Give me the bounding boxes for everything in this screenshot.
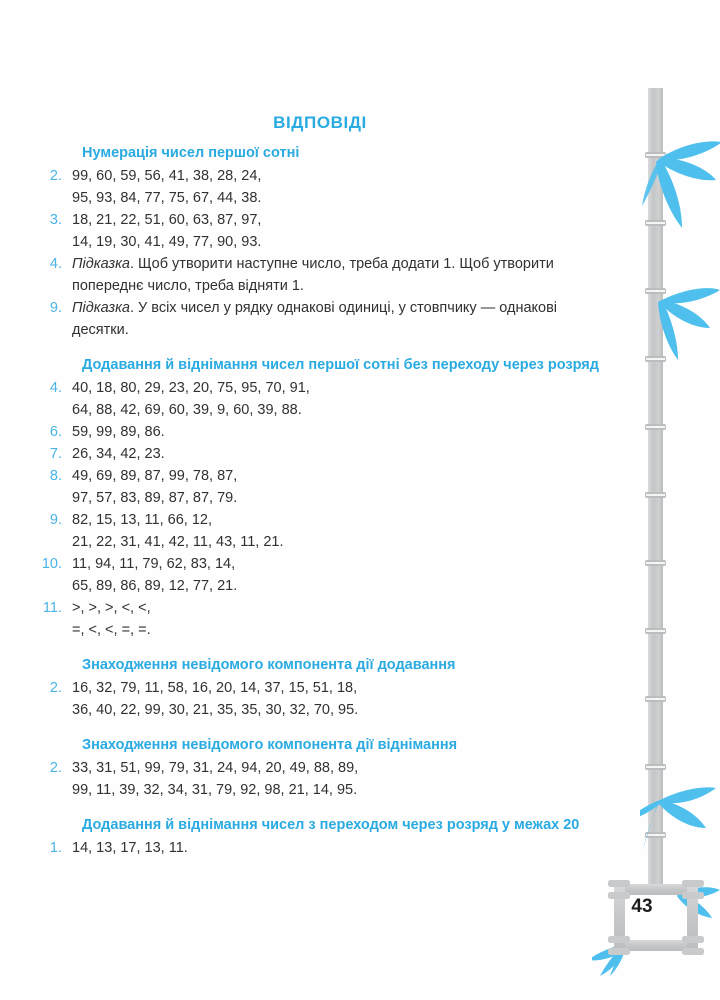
answer-row [0,597,620,641]
section-heading: Додавання й віднімання чисел з переходом через розряд у межах 20 [82,817,580,833]
answer-text [72,677,610,721]
answer-number: 9. [49,512,62,528]
answer-row [0,677,620,721]
answer-line: 21, 22, 31, 41, 42, 11, 43, 11, 21. [72,534,284,550]
bamboo-leaf-cluster-lower [640,787,716,852]
answer-text [72,165,610,209]
page-number: 43 [631,896,653,917]
answer-row [0,509,620,553]
answer-row [0,757,620,801]
answer-number: 6. [49,424,62,440]
answers-section [0,655,620,721]
answer-line: >, >, >, <, <, [72,600,151,616]
answers-section [0,143,620,341]
bamboo-stalk-decoration [640,88,720,888]
answer-number: 3. [49,212,62,228]
answer-text [72,553,610,597]
answers-content [0,143,620,859]
answer-row [0,443,620,465]
answer-line: 16, 32, 79, 11, 58, 16, 20, 14, 37, 15, 51, 18, [72,680,358,696]
answer-row [0,253,620,297]
section-heading: Знаходження невідомого компонента дії додавання [82,657,456,673]
answer-number: 11. [42,600,62,616]
answer-text [72,757,610,801]
answers-section [0,735,620,801]
answer-line: 40, 18, 80, 29, 23, 20, 75, 95, 70, 91, [72,380,310,396]
answer-text [72,297,610,341]
answer-line: 33, 31, 51, 99, 79, 31, 24, 94, 20, 49, 88, 89, [72,760,359,776]
hint-label: Підказка [72,300,130,316]
answer-number: 2. [49,760,62,776]
answer-line: 14, 13, 17, 13, 11. [72,840,188,856]
answer-row [0,465,620,509]
answer-line: . Щоб утворити наступне число, треба додати 1. Щоб утворити попереднє число, треба відняти 1. [72,256,558,294]
answer-text [72,443,610,465]
answer-number: 7. [49,446,62,462]
answer-row [0,209,620,253]
answer-line: 82, 15, 13, 11, 66, 12, [72,512,213,528]
answer-line: 26, 34, 42, 23. [72,446,165,462]
answer-line: 11, 94, 11, 79, 62, 83, 14, [72,556,236,572]
answer-line: 36, 40, 22, 99, 30, 21, 35, 35, 30, 32, 70, 95. [72,702,359,718]
answer-line: 95, 93, 84, 77, 75, 67, 44, 38. [72,190,262,206]
answer-line: 18, 21, 22, 51, 60, 63, 87, 97, [72,212,262,228]
answer-text [72,465,610,509]
answer-row [0,553,620,597]
section-heading: Додавання й віднімання чисел першої сотні без переходу через розряд [82,357,599,373]
answer-row [0,377,620,421]
answer-number: 4. [49,380,62,396]
answer-line: 64, 88, 42, 69, 60, 39, 9, 60, 39, 88. [72,402,302,418]
answer-number: 4. [49,256,62,272]
answer-text [72,253,610,297]
bamboo-leaf-cluster-upper [642,141,720,228]
answer-number: 8. [49,468,62,484]
answer-line: 99, 11, 39, 32, 34, 31, 79, 92, 98, 21, 14, 95. [72,782,358,798]
section-heading: Знаходження невідомого компонента дії віднімання [82,737,458,753]
answer-line: 49, 69, 89, 87, 99, 78, 87, [72,468,238,484]
answer-line: 97, 57, 83, 89, 87, 87, 79. [72,490,238,506]
frame-leaf-cluster-left [592,944,626,976]
answer-line: 14, 19, 30, 41, 49, 77, 90, 93. [72,234,262,250]
bamboo-leaf-cluster-middle [658,288,720,360]
answer-text [72,597,610,641]
answer-row [0,421,620,443]
frame-leaf-cluster-right [677,887,720,918]
answer-line: 99, 60, 59, 56, 41, 38, 28, 24, [72,168,262,184]
answer-line: =, <, <, =, =. [72,622,151,638]
hint-label: Підказка [72,256,130,272]
answer-number: 2. [49,168,62,184]
answer-text [72,209,610,253]
answer-line: 65, 89, 86, 89, 12, 77, 21. [72,578,238,594]
answer-text [72,377,610,421]
answer-text [72,421,610,443]
page-title: ВІДПОВІДІ [273,113,367,132]
answer-line: 59, 99, 89, 86. [72,424,165,440]
section-heading: Нумерація чисел першої сотні [82,145,300,161]
answer-number: 1. [49,840,62,856]
answer-number: 9. [49,300,62,316]
answer-row [0,297,620,341]
answer-row [0,165,620,209]
answer-number: 10. [41,556,62,572]
answer-text [72,837,610,859]
answer-number: 2. [49,680,62,696]
answer-line: . У всіх чисел у рядку однакові одиниці, у стовпчику — однакові десятки. [72,300,562,338]
answers-section [0,815,620,859]
answer-text [72,509,610,553]
answer-row [0,837,620,859]
answers-section [0,355,620,641]
